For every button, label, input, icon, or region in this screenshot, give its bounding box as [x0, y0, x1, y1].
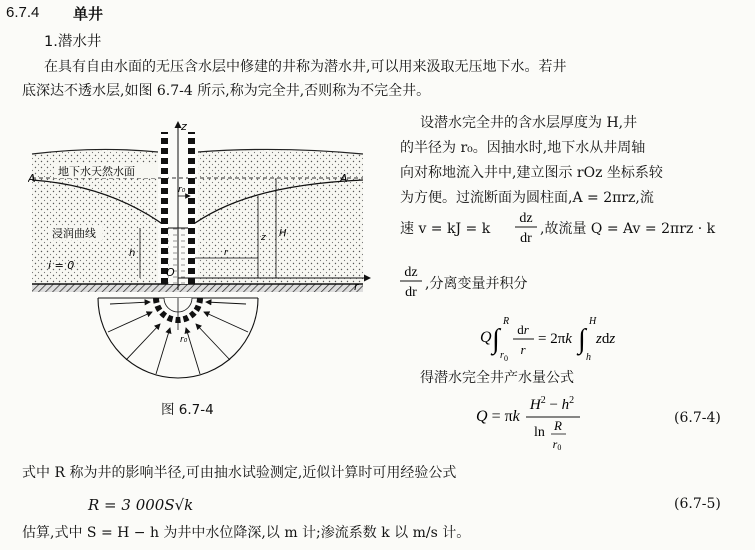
r0-top-label: r₀: [178, 185, 186, 195]
right-line-5b: ,故流量 Q = Av = 2πrz · k: [540, 221, 716, 237]
equation-number-6-7-4: (6.7-4): [674, 410, 721, 426]
right-line-3: 向对称地流入井中,建立图示 rOz 坐标系较: [400, 165, 663, 181]
svg-text:zdz: zdz: [596, 331, 616, 347]
svg-text:dz: dz: [519, 211, 533, 226]
svg-text:H2 − h2: $H^2 - h^2$: [529, 395, 575, 413]
equation-6-7-5: R = 3 000S√k: [88, 496, 194, 514]
svg-text:r: r: [500, 350, 504, 361]
svg-text:dr: dr: [517, 322, 529, 337]
svg-text:Q: Q: [480, 329, 492, 346]
svg-text:dr: dr: [520, 231, 532, 246]
svg-text:0: 0: [504, 354, 508, 363]
right-line-6b: ,分离变量并积分: [425, 276, 528, 292]
soil-right: [198, 149, 363, 283]
right-line-2: 的半径为 r₀。因抽水时,地下水从井周轴: [400, 140, 646, 156]
equation-6-7-4: [474, 388, 624, 456]
well-wall-left: [161, 132, 168, 284]
dz-dr-fraction-2: [398, 262, 424, 302]
H-label: H: [279, 228, 287, 239]
seepage-curve-label: 浸润曲线: [52, 227, 96, 240]
i-zero-label: i = 0: [48, 259, 75, 272]
z-dim-label: z: [261, 233, 266, 243]
bottom-line-1: 式中 R 称为井的影响半径,可由抽水试验测定,近似计算时可用经验公式: [22, 465, 457, 481]
right-line-1: 设潜水完全井的含水层厚度为 H,井: [420, 115, 638, 131]
equation-number-6-7-5: (6.7-5): [674, 496, 721, 512]
h-label: h: [129, 248, 136, 259]
formula-label: 得潜水完全井产水量公式: [420, 370, 574, 386]
svg-text:r: r: [520, 342, 526, 357]
svg-text:Q = πk: Q = πk: [476, 408, 520, 425]
r-dim-label: r: [224, 248, 228, 258]
svg-text:∫: ∫: [492, 324, 500, 355]
origin-label: O: [166, 266, 175, 279]
svg-text:h: h: [586, 352, 591, 363]
figure-caption: 图 6.7-4: [161, 402, 214, 418]
svg-text:ln: ln: [534, 425, 545, 440]
svg-text:H: H: [589, 316, 597, 327]
A-left-label: A: [28, 172, 36, 185]
section-number: 6.7.4: [6, 4, 40, 21]
intro-line-2: 底深达不透水层,如图 6.7-4 所示,称为完全井,否则称为不完全井。: [22, 83, 431, 99]
svg-text:dz: dz: [404, 265, 418, 280]
svg-text:∫: ∫: [578, 324, 586, 355]
intro-line-1: 在具有自由水面的无压含水层中修建的井称为潜水井,可以用来汲取无压地下水。若井: [44, 59, 567, 75]
svg-text:r0: r0: [552, 437, 562, 452]
well-figure: [28, 118, 373, 396]
integral-equation: [478, 308, 638, 364]
impermeable-layer: [32, 284, 363, 292]
svg-text:dr: dr: [405, 285, 417, 300]
svg-text:R: R: [554, 418, 562, 433]
dz-dr-fraction: [513, 208, 539, 248]
A-right-label: A: [340, 172, 348, 185]
section-title: 单井: [73, 5, 104, 23]
svg-text:R: R: [503, 316, 510, 327]
natural-surface-label: 地下水天然水面: [58, 165, 135, 178]
right-line-5a: 速 v = kJ = k: [400, 221, 491, 237]
svg-text:= 2πk: = 2πk: [538, 331, 572, 347]
r0-bottom-label: r₀: [180, 335, 188, 345]
z-axis-label: z: [181, 120, 187, 133]
bottom-line-2: 估算,式中 S = H − h 为井中水位降深,以 m 计;渗流系数 k 以 m/s 计。: [22, 525, 471, 541]
r-axis-label: r: [354, 280, 359, 293]
subsection-title: 1.潜水井: [44, 34, 102, 50]
well-wall-right: [188, 132, 195, 284]
right-line-4: 为方便。过流断面为圆柱面,A = 2πrz,流: [400, 190, 654, 206]
